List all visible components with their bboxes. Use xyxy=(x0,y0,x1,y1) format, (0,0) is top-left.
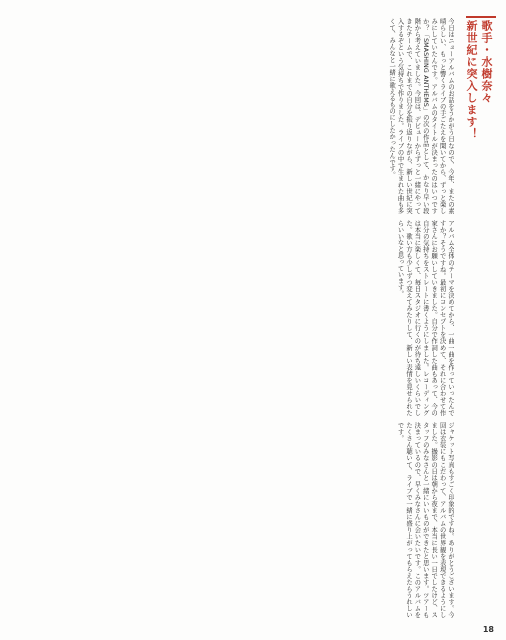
article-tier-3: ジャケット写真もすごく印象的ですね。ありがとうございます。今回は衣装にもこだわって、アルバムの世界観を表現できるようにしました。撮影の日は朝から夜まで、本当に長い一日でしたけど、スタッフのみなさんと一緒にいいものができたと思います。ツアーも決まっているので、早くみなさんに会いたいです。このアルバムをたくさん聴いて、ライブで一緒に盛り上がってもらえたらうれしいです。 xyxy=(396,422,454,618)
article-body xyxy=(14,18,454,618)
article-title xyxy=(465,20,492,140)
headline: 新世紀に突入します！ xyxy=(465,20,478,140)
article-tier-2: アルバム全体のテーマを決めてから、一曲一曲を作っていったんですか？そうですね。最初にコンセプトを決めて、それに合わせて作家さんにお願いしていきました。自分で作詞した曲もあって、今の自分の気持ちをストレートに書くようにしました。レコーディングは本当に楽しくて、毎日スタジオに行くのが待ち遠しいくらいでした。歌い方も少しずつ変えてみたりして、新しい表情を見せられたらいいなと思っています。 xyxy=(396,220,454,416)
artist-name: 歌手・水樹奈々 xyxy=(480,20,493,104)
article-tier-1: 今日はニューアルバムのお話をうかがう日なので、今年、またの素晴らしい、もっと響くライブの手ごたえを聞いてから、ずっと楽しみにしていたんです。アルバムのタイトルが決まったのはいつですか？「SMASHING ANTHEMS」の次の作品として、かなり早い段階から考えていました。今回は、デビューからずっと一緒にやってきたチームで、これまでの自分を振り返りながら、新しい世紀に突入するぞという気持ちで作りました。ライブの中で生まれた曲も多くて、みんなと一緒に歌えるものにしたかったんです。 xyxy=(388,18,454,214)
page-number: 18 xyxy=(482,625,494,634)
